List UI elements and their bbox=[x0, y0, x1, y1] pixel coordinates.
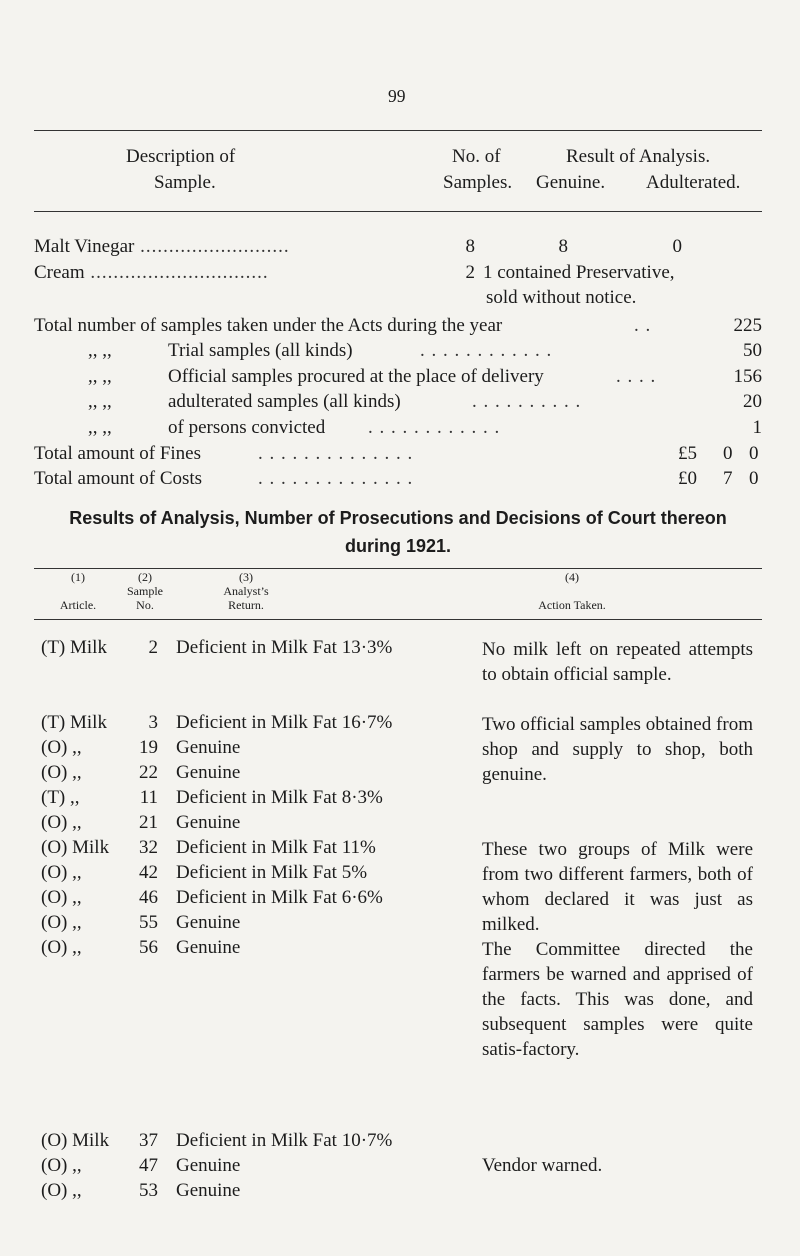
row-genuine: 8 bbox=[558, 236, 568, 257]
action-text: These two groups of Milk were from two different farmers, both of whom declared it was just as milked. bbox=[482, 839, 753, 935]
table-row-return: Genuine bbox=[176, 737, 241, 758]
section-title: Results of Analysis, Number of Prosecutions and Decisions of Court thereon bbox=[69, 508, 727, 528]
row-number: 8 bbox=[465, 236, 475, 257]
header-description-2: Sample. bbox=[154, 172, 216, 193]
row-description: Cream bbox=[34, 262, 85, 283]
fines-shillings: 0 bbox=[723, 443, 733, 464]
summary-total-samples: Total number of samples taken under the Acts during the year bbox=[34, 315, 503, 336]
table-row: Malt Vinegar .......................... bbox=[34, 236, 290, 257]
header-analyst-1: Analyst’s bbox=[223, 584, 269, 598]
row-result: 1 contained Preservative, bbox=[483, 262, 675, 283]
action-text: Two official samples obtained from shop and supply to shop, both genuine. bbox=[482, 714, 753, 785]
table-row-article: (O) Milk bbox=[41, 837, 110, 858]
ditto-mark: ,, ,, bbox=[88, 366, 112, 387]
table-row-article: (O) ,, bbox=[41, 937, 82, 958]
costs-pounds: £0 bbox=[678, 468, 697, 489]
table-row-return: Genuine bbox=[176, 762, 241, 783]
costs-shillings: 7 bbox=[723, 468, 733, 489]
row-result-continued: sold without notice. bbox=[486, 287, 637, 308]
table-row-number: 56 bbox=[139, 937, 158, 958]
table-row-return: Deficient in Milk Fat 13·3% bbox=[176, 637, 393, 658]
table-row-number: 42 bbox=[139, 862, 158, 883]
summary-value: 1 bbox=[752, 417, 762, 438]
summary-value: 156 bbox=[733, 366, 762, 387]
leader-dots: . . . . . . . . . . bbox=[472, 391, 582, 412]
table-row-return: Deficient in Milk Fat 11% bbox=[176, 837, 376, 858]
header-result: Result of Analysis. bbox=[566, 146, 711, 167]
action-text: The Committee directed the farmers be warned and apprised of the facts. This was done, and subsequent samples were quite satis-factory. bbox=[482, 939, 753, 1060]
table-row: Cream ............................... bbox=[34, 262, 269, 283]
summary-fines-label: Total amount of Fines bbox=[34, 443, 202, 464]
table-row-number: 3 bbox=[148, 712, 158, 733]
header-action: Action Taken. bbox=[538, 598, 606, 612]
table-row-number: 37 bbox=[139, 1130, 158, 1151]
ditto-mark: ,, ,, bbox=[88, 391, 112, 412]
table-row-number: 53 bbox=[139, 1180, 158, 1201]
table-row-number: 22 bbox=[139, 762, 158, 783]
row-description: Malt Vinegar bbox=[34, 236, 135, 257]
header-article: Article. bbox=[59, 598, 97, 612]
results-header-rule bbox=[34, 619, 762, 620]
table-row-number: 46 bbox=[139, 887, 158, 908]
table-row-article: (O) ,, bbox=[41, 862, 82, 883]
table-row-article: (O) Milk bbox=[41, 1130, 110, 1151]
fines-pounds: £5 bbox=[678, 443, 697, 464]
header-analyst-2: Return. bbox=[228, 598, 264, 612]
table-row-return: Genuine bbox=[176, 1180, 241, 1201]
table-row-article: (O) ,, bbox=[41, 762, 82, 783]
leader-dots: . . . . . . . . . . . . bbox=[368, 417, 501, 438]
table-row-article: (T) Milk bbox=[41, 637, 107, 658]
section-title-year: during 1921. bbox=[344, 536, 452, 556]
table-row-article: (O) ,, bbox=[41, 887, 82, 908]
table-row-number: 21 bbox=[139, 812, 158, 833]
table-row-return: Deficient in Milk Fat 16·7% bbox=[176, 712, 393, 733]
header-number-1: No. of bbox=[452, 146, 501, 167]
costs-pence: 0 bbox=[749, 468, 759, 489]
ditto-mark: ,, ,, bbox=[88, 417, 112, 438]
leader-dots: . . . . . . . . . . . . . . bbox=[258, 468, 414, 489]
page-number: 99 bbox=[388, 86, 406, 106]
table-row-return: Genuine bbox=[176, 937, 241, 958]
table-row-return: Deficient in Milk Fat 6·6% bbox=[176, 887, 383, 908]
table-row-article: (T) ,, bbox=[41, 787, 80, 808]
table-row-return: Genuine bbox=[176, 812, 241, 833]
top-rule bbox=[34, 130, 762, 131]
table-row-article: (T) Milk bbox=[41, 712, 107, 733]
summary-value: 50 bbox=[743, 340, 762, 361]
summary-adulterated-samples: adulterated samples (all kinds) bbox=[168, 391, 401, 412]
table-row-number: 47 bbox=[139, 1155, 158, 1176]
leader-dots: . . bbox=[634, 315, 652, 336]
table-row-return: Genuine bbox=[176, 1155, 241, 1176]
summary-value: 20 bbox=[743, 391, 762, 412]
summary-persons-convicted: of persons convicted bbox=[168, 417, 326, 438]
ditto-mark: ,, ,, bbox=[88, 340, 112, 361]
header-genuine: Genuine. bbox=[536, 172, 606, 193]
header-adulterated: Adulterated. bbox=[646, 172, 741, 193]
table-row-return: Deficient in Milk Fat 8·3% bbox=[176, 787, 383, 808]
col-number-1: (1) bbox=[71, 570, 85, 584]
leader-dots: . . . . . . . . . . . . . . bbox=[258, 443, 414, 464]
fines-pence: 0 bbox=[749, 443, 759, 464]
table-row-number: 11 bbox=[139, 787, 158, 808]
summary-trial-samples: Trial samples (all kinds) bbox=[168, 340, 353, 361]
col-number-3: (3) bbox=[239, 570, 253, 584]
header-description-1: Description of bbox=[126, 146, 236, 167]
table-row-article: (O) ,, bbox=[41, 1155, 82, 1176]
table-row-article: (O) ,, bbox=[41, 912, 82, 933]
table-row-number: 2 bbox=[148, 637, 158, 658]
header-sample-1: Sample bbox=[127, 584, 163, 598]
table-row-number: 55 bbox=[139, 912, 158, 933]
header-number-2: Samples. bbox=[443, 172, 513, 193]
header-rule bbox=[34, 211, 762, 212]
summary-costs-label: Total amount of Costs bbox=[34, 468, 203, 489]
header-sample-2: No. bbox=[136, 598, 154, 612]
leader-dots: . . . . bbox=[616, 366, 657, 387]
table-row-article: (O) ,, bbox=[41, 1180, 82, 1201]
action-text: No milk left on repeated attempts to obtain official sample. bbox=[482, 639, 753, 685]
table-row-return: Deficient in Milk Fat 5% bbox=[176, 862, 368, 883]
row-number: 2 bbox=[465, 262, 475, 283]
col-number-4: (4) bbox=[565, 570, 579, 584]
leader-dots: . . . . . . . . . . . . bbox=[420, 340, 553, 361]
summary-value: 225 bbox=[733, 315, 762, 336]
row-adulterated: 0 bbox=[672, 236, 682, 257]
table-row-number: 32 bbox=[139, 837, 158, 858]
table-row-article: (O) ,, bbox=[41, 812, 82, 833]
summary-official-samples: Official samples procured at the place of delivery bbox=[168, 366, 544, 387]
table-row-article: (O) ,, bbox=[41, 737, 82, 758]
table-row-number: 19 bbox=[139, 737, 158, 758]
action-text: Vendor warned. bbox=[482, 1155, 603, 1176]
col-number-2: (2) bbox=[138, 570, 152, 584]
table-row-return: Deficient in Milk Fat 10·7% bbox=[176, 1130, 393, 1151]
table-row-return: Genuine bbox=[176, 912, 241, 933]
results-top-rule bbox=[34, 568, 762, 569]
